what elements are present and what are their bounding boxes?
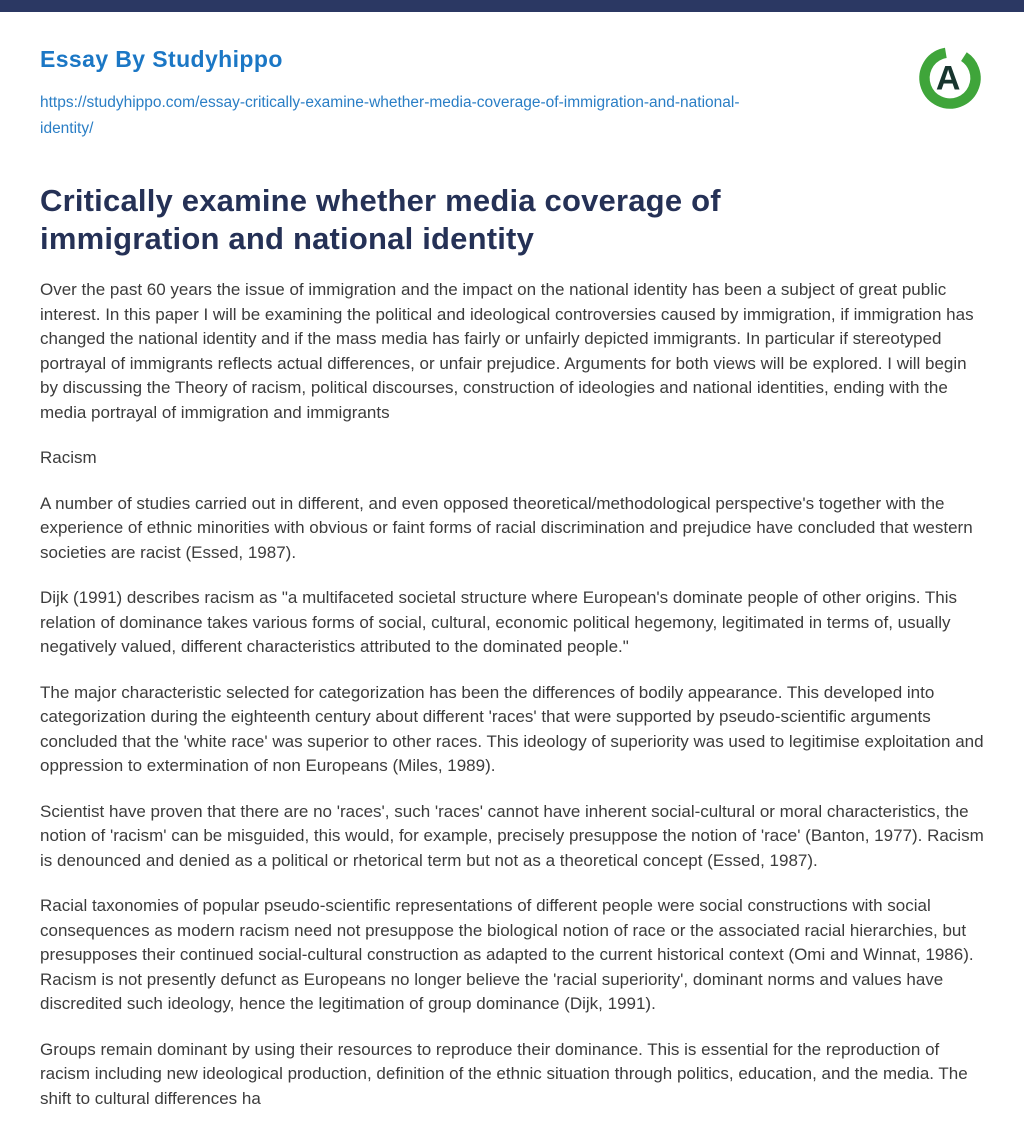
- section-heading: Racism: [40, 448, 97, 467]
- logo-letter: A: [935, 59, 961, 98]
- header-text-block: [40, 42, 790, 142]
- paragraph: Scientist have proven that there are no 'races', such 'races' cannot have inherent social-cultural or moral characteristics, the notion of 'racism' can be misguided, this would, for example, precisely presuppose the notion of 'race' (Banton, 1977). Racism is denounced and denied as a political or rhetorical term but not as a theoretical concept (Essed, 1987).: [40, 801, 984, 870]
- essay-content: [0, 142, 1024, 1111]
- paragraph: Dijk (1991) describes racism as "a multifaceted societal structure where European's dominate people of other origins. This relation of dominance takes various forms of social, cultural, economic political hegemony, legitimated in terms of, usually negatively valued, different characteristics attributed to the dominated people.": [40, 588, 958, 656]
- paragraph: The major characteristic selected for categorization has been the differences of bodily appearance. This developed into categorization during the eighteenth century about different 'races' that were supported by pseudo-scientific arguments concluded that the 'white race' was superior to other races. This ideology of superiority was used to legitimise exploitation and oppression to extermination of non Europeans (Miles, 1989).: [40, 682, 984, 775]
- paragraph: Over the past 60 years the issue of immigration and the impact on the national identity has been a subject of great public interest. In this paper I will be examining the political and ideological controversies caused by immigration, if immigration has changed the national identity and if the mass media has fairly or unfairly depicted immigrants. In particular if stereotyped portrayal of immigrants reflects actual differences, or unfair prejudice. Arguments for both views will be explored. I will begin by discussing the Theory of racism, political discourses, construction of ideologies and national identities, ending with the media portrayal of immigration and immigrants: [40, 280, 974, 422]
- source-url-link[interactable]: https://studyhippo.com/essay-critically-examine-whether-media-coverage-of-immigration-and-national-identity/: [40, 94, 740, 137]
- essay-title-line-2: immigration and national identity: [40, 221, 535, 256]
- paragraph: A number of studies carried out in different, and even opposed theoretical/methodological perspective's together with the experience of ethnic minorities with obvious or faint forms of racial discrimination and prejudice have concluded that western societies are racist (Essed, 1987).: [40, 493, 973, 562]
- paragraph: Groups remain dominant by using their resources to reproduce their dominance. This is essential for the reproduction of racism including new ideological production, definition of the ethnic situation through politics, education, and the media. The shift to cultural differences ha: [40, 1039, 968, 1108]
- article-body: [40, 278, 984, 1111]
- paragraph: Racial taxonomies of popular pseudo-scientific representations of different people were social constructions with social consequences as modern racism need not presuppose the biological notion of race or the associated racial hierarchies, but presupposes their continued social-cultural construction as adapted to the current historical context (Omi and Winnat, 1986). Racism is not presently defunct as Europeans no longer believe the 'racial superiority', dominant norms and values have discredited such ideology, hence the legitimation of group dominance (Dijk, 1991).: [40, 896, 974, 1013]
- essay-title-line-1: Critically examine whether media coverage of: [40, 183, 721, 218]
- studyhippo-logo-icon: [916, 44, 984, 112]
- essay-title: [40, 182, 984, 258]
- page-header: [0, 12, 1024, 142]
- top-accent-bar: [0, 0, 1024, 12]
- site-brand: Essay By Studyhippo: [40, 46, 283, 72]
- studyhippo-logo[interactable]: [916, 44, 984, 112]
